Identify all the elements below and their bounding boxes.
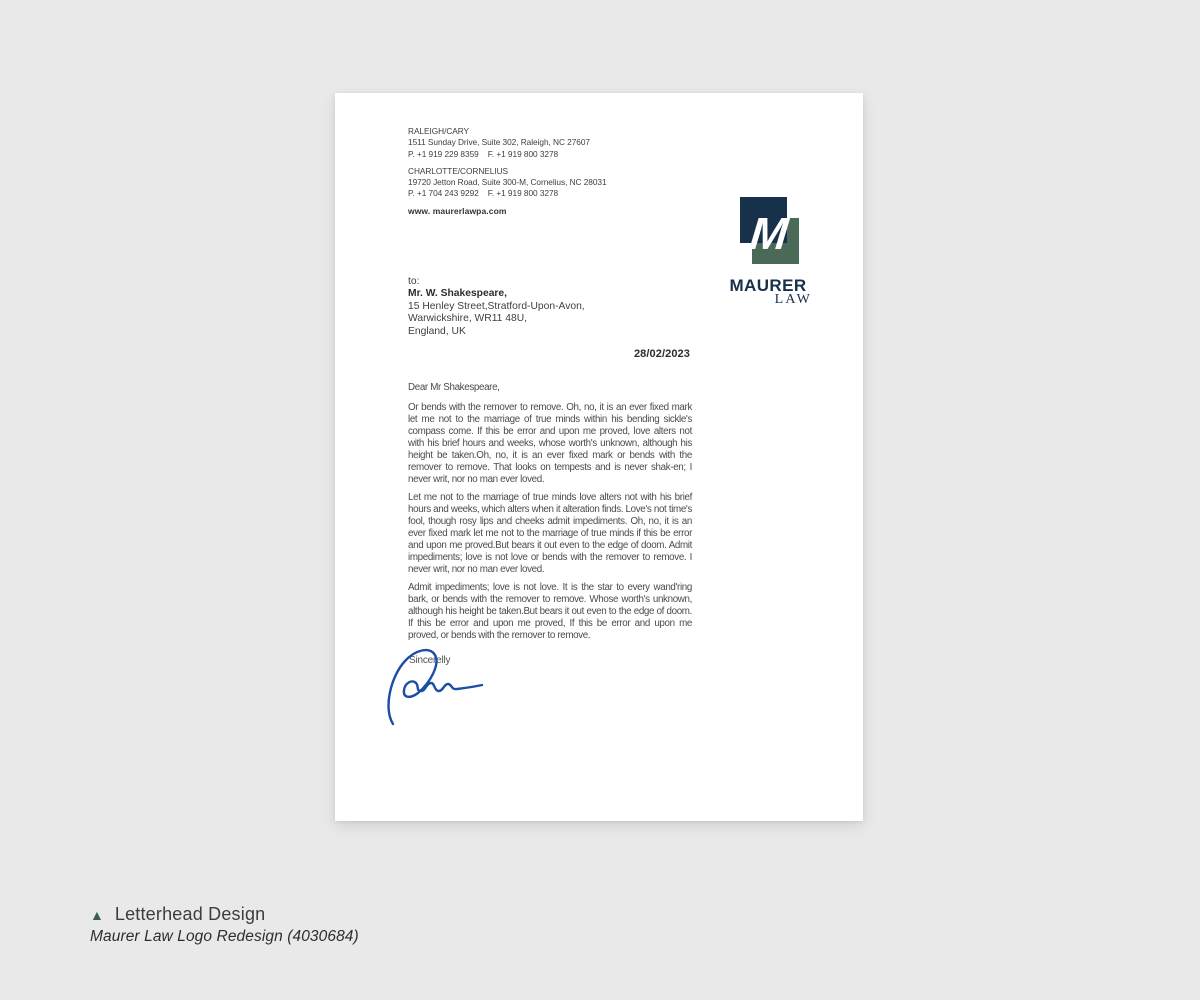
logo-law-text: LAW [774, 292, 812, 307]
caption-subtitle: Maurer Law Logo Redesign (4030684) [90, 928, 359, 945]
website-url: www. maurerlawpa.com [408, 205, 507, 216]
office-phones: P. +1 704 243 9292 F. +1 919 800 3278 [408, 188, 559, 199]
letter-paragraph: Let me not to the marriage of true minds love alters not with his brief hours and weeks, which alters when it alteration finds. Love's not time's fool, though rosy lips and cheeks admit impediments. Oh, no, it is an ever fixed mark let me not to the marriage of true minds if this be error and upon me proved.But bears it out even to the edge of doom. Admit impediments; love is not love or bends with the remover to remove. I never writ, nor no man ever loved. [408, 492, 692, 575]
recipient-address-line: Warwickshire, WR11 48U, [408, 313, 528, 325]
office-name: CHARLOTTE/CORNELIUS [408, 165, 509, 176]
office-name: RALEIGH/CARY [408, 126, 470, 136]
recipient-block [408, 276, 585, 338]
caption [90, 904, 359, 946]
logo-monogram-icon: M [747, 207, 791, 259]
office-phones: P. +1 919 229 8359 F. +1 919 800 3278 [408, 148, 559, 159]
logo-wordmark: MAURER [729, 276, 807, 295]
recipient-name: Mr. W. Shakespeare, [408, 288, 508, 300]
office-header [408, 126, 607, 216]
letterhead-page [335, 93, 863, 821]
caption-title-row [90, 904, 359, 925]
office-address: 19720 Jetton Road, Suite 300-M, Cornelius, NC 28031 [408, 177, 607, 188]
letter-paragraph: Or bends with the remover to remove. Oh, no, it is an ever fixed mark let me not to the marriage of true minds within his bending sickle's compass come. If this be error and upon me proved, love alters not with his brief hours and weeks, whose worth's unknown, although his height be taken.Oh, no, it is an ever fixed mark or bends with the remover to remove. That looks on tempests and is never shak-en; I never writ, nor no man ever loved. [408, 402, 692, 485]
caption-title: Letterhead Design [114, 904, 266, 924]
salutation: Dear Mr Shakespeare, [408, 382, 500, 393]
signature-scribble [385, 644, 485, 728]
closing-text: Sincerelly [409, 655, 451, 666]
letter-date: 28/02/2023 [633, 348, 690, 360]
recipient-address-line: England, UK [408, 325, 466, 337]
letter-paragraph: Admit impediments; love is not love. It is the star to every wand'ring bark, or bends with the remover to remove. Whose worth's unknown, although his height be taken.But bears it out even to the edge of doom. If this be error and upon me proved, If this be error and upon me proved, or bends with the remover to remove. [408, 582, 692, 641]
letter-body [408, 382, 692, 648]
office-block-raleigh [408, 126, 607, 160]
office-block-charlotte [408, 166, 607, 200]
maurer-law-logo [723, 197, 813, 307]
triangle-marker-icon: ▲ [90, 906, 104, 923]
to-label: to: [408, 276, 420, 287]
office-address: 1511 Sunday Drive, Suite 302, Raleigh, NC 27607 [408, 137, 590, 148]
recipient-address-line: 15 Henley Street,Stratford-Upon-Avon, [408, 300, 585, 312]
